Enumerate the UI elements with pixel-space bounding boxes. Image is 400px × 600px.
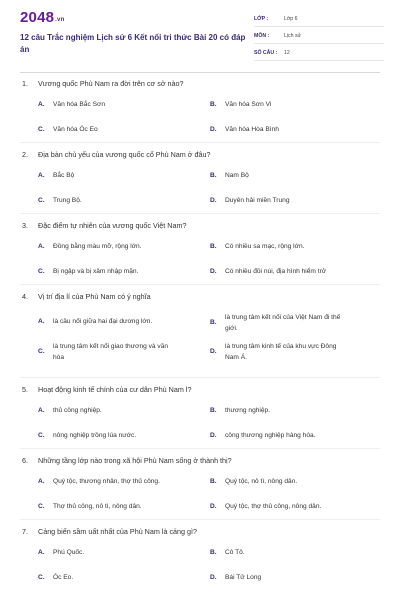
question-label: Địa bàn chủ yếu của vương quốc cổ Phù Nam ở đâu?	[38, 150, 211, 159]
option-letter: C.	[38, 126, 45, 133]
answer-option[interactable]	[38, 341, 188, 363]
option-letter: D.	[210, 503, 217, 510]
info-panel	[254, 12, 384, 63]
question-divider	[20, 448, 380, 449]
option-letter: A.	[38, 101, 45, 108]
question-text	[22, 292, 151, 301]
question-number: 1.	[22, 79, 28, 88]
question-text	[22, 150, 210, 159]
question-text	[22, 79, 184, 88]
option-text: là cầu nối giữa hai đại dương lớn.	[53, 318, 153, 325]
option-text: là trung tâm kinh tế của khu vực Đông Nam Á.	[225, 343, 337, 361]
option-text: Văn hóa Hòa Bình	[225, 126, 279, 133]
option-text: công thương nghiệp hàng hóa.	[225, 432, 316, 439]
question-label: Những tầng lớp nào trong xã hội Phù Nam sống ở thành thị?	[38, 456, 232, 465]
option-letter: D.	[210, 348, 217, 355]
option-text: Có nhiều đồi núi, địa hình hiểm trở	[225, 268, 327, 275]
class-value: Lớp 6	[284, 16, 298, 22]
option-letter: B.	[210, 478, 217, 485]
option-letter: C.	[38, 348, 45, 355]
option-text: Văn hóa Sơn Vi	[225, 101, 272, 108]
option-text: Bái Tử Long	[225, 574, 262, 581]
question-number: 5.	[22, 385, 28, 394]
logo-text: 2048	[20, 9, 55, 26]
option-text: là trung tâm kết nối giao thương và văn hóa	[53, 343, 169, 361]
question-divider	[20, 213, 380, 214]
option-text: là trung tâm kết nối của Việt Nam đi thế giới.	[225, 314, 341, 332]
option-text: Duyên hải miền Trung	[225, 197, 290, 204]
option-text: Quý tộc, thợ thủ công, nông dân.	[225, 503, 322, 510]
answer-option[interactable]	[38, 572, 188, 594]
option-text: nông nghiệp trồng lúa nước.	[53, 432, 137, 439]
option-letter: D.	[210, 574, 217, 581]
logo-suffix: .vn	[55, 17, 65, 23]
answer-option[interactable]	[38, 547, 188, 569]
option-text: Bắc Bộ	[53, 172, 75, 179]
answer-option[interactable]	[38, 405, 188, 427]
answer-option[interactable]	[38, 476, 188, 498]
option-text: Quý tộc, nô tì, nông dân.	[225, 478, 298, 485]
question-count-value: 12	[284, 50, 290, 56]
question-divider	[20, 284, 380, 285]
option-letter: A.	[38, 407, 45, 414]
class-label: LỚP :	[254, 16, 269, 22]
option-letter: C.	[38, 432, 45, 439]
question-number: 6.	[22, 456, 28, 465]
answer-option[interactable]	[38, 170, 188, 192]
option-letter: B.	[210, 172, 217, 179]
option-letter: B.	[210, 101, 217, 108]
question-number: 3.	[22, 221, 28, 230]
header	[0, 0, 400, 66]
option-letter: D.	[210, 197, 217, 204]
question-text	[22, 456, 232, 465]
question-count-label: SỐ CÂU :	[254, 50, 278, 56]
answer-option[interactable]	[210, 99, 360, 121]
option-text: Trung Bộ.	[53, 197, 82, 204]
info-row-class	[254, 12, 384, 27]
option-text: Phú Quốc.	[53, 549, 85, 556]
question-label: Cảng biển sầm uất nhất của Phù Nam là cảng gì?	[38, 527, 198, 536]
option-letter: D.	[210, 432, 217, 439]
option-text: thương nghiệp.	[225, 407, 271, 414]
option-letter: A.	[38, 172, 45, 179]
question-divider	[20, 377, 380, 378]
question-label: Vương quốc Phù Nam ra đời trên cơ sở nào?	[38, 79, 184, 88]
option-letter: B.	[210, 319, 217, 326]
question-label: Đặc điểm tự nhiên của vương quốc Việt Nam?	[38, 221, 187, 230]
option-text: Văn hóa Bắc Sơn	[53, 101, 105, 108]
option-text: Óc Eo.	[53, 574, 74, 581]
option-text: thủ công nghiệp.	[53, 407, 102, 414]
answer-option[interactable]	[210, 405, 360, 427]
answer-option[interactable]	[38, 312, 188, 334]
info-row-subject	[254, 29, 384, 44]
option-letter: B.	[210, 407, 217, 414]
answer-option[interactable]	[210, 312, 360, 334]
subject-label: MÔN :	[254, 33, 270, 39]
option-letter: A.	[38, 549, 45, 556]
answer-option[interactable]	[210, 476, 360, 498]
subject-value: Lịch sử	[284, 33, 302, 39]
option-text: Có nhiều sa mạc, rộng lớn.	[225, 243, 305, 250]
option-letter: C.	[38, 574, 45, 581]
option-letter: B.	[210, 243, 217, 250]
option-letter: C.	[38, 197, 45, 204]
header-divider	[20, 72, 380, 73]
question-text	[22, 221, 186, 230]
question-text	[22, 385, 191, 394]
question-label: Hoạt động kinh tế chính của cư dân Phù Nam l?	[38, 385, 192, 394]
page-title: 12 câu Trắc nghiệm Lịch sử 6 Kết nối tri thức Bài 20 có đáp án	[20, 33, 246, 54]
site-logo[interactable]	[20, 9, 64, 26]
option-letter: C.	[38, 268, 45, 275]
question-divider	[20, 519, 380, 520]
option-letter: A.	[38, 478, 45, 485]
answer-option[interactable]	[210, 547, 360, 569]
question-number: 4.	[22, 292, 28, 301]
option-text: Nam Bộ	[225, 172, 249, 179]
answer-option[interactable]	[210, 572, 360, 594]
option-text: Thợ thủ công, nô tì, nông dân.	[53, 503, 142, 510]
option-text: Bị ngập và bị xâm nhập mặn.	[53, 268, 139, 275]
question-number: 7.	[22, 527, 28, 536]
answer-option[interactable]	[210, 241, 360, 263]
option-text: Cô Tô.	[225, 549, 245, 556]
option-letter: D.	[210, 126, 217, 133]
option-text: Quý tộc, thương nhân, thợ thủ công.	[53, 478, 160, 485]
answer-option[interactable]	[210, 341, 360, 363]
answer-option[interactable]	[38, 99, 188, 121]
question-label: Vị trí địa lí của Phù Nam có ý nghĩa	[38, 292, 151, 301]
answer-option[interactable]	[38, 241, 188, 263]
question-number: 2.	[22, 150, 28, 159]
question-divider	[20, 142, 380, 143]
option-letter: A.	[38, 243, 45, 250]
answer-option[interactable]	[210, 170, 360, 192]
option-letter: B.	[210, 549, 217, 556]
option-letter: A.	[38, 318, 45, 325]
option-letter: C.	[38, 503, 45, 510]
option-letter: D.	[210, 268, 217, 275]
info-row-count	[254, 46, 384, 61]
option-text: Văn hóa Óc Eo	[53, 126, 98, 133]
question-text	[22, 527, 197, 536]
option-text: Đồng bằng màu mỡ, rộng lớn.	[53, 243, 142, 250]
